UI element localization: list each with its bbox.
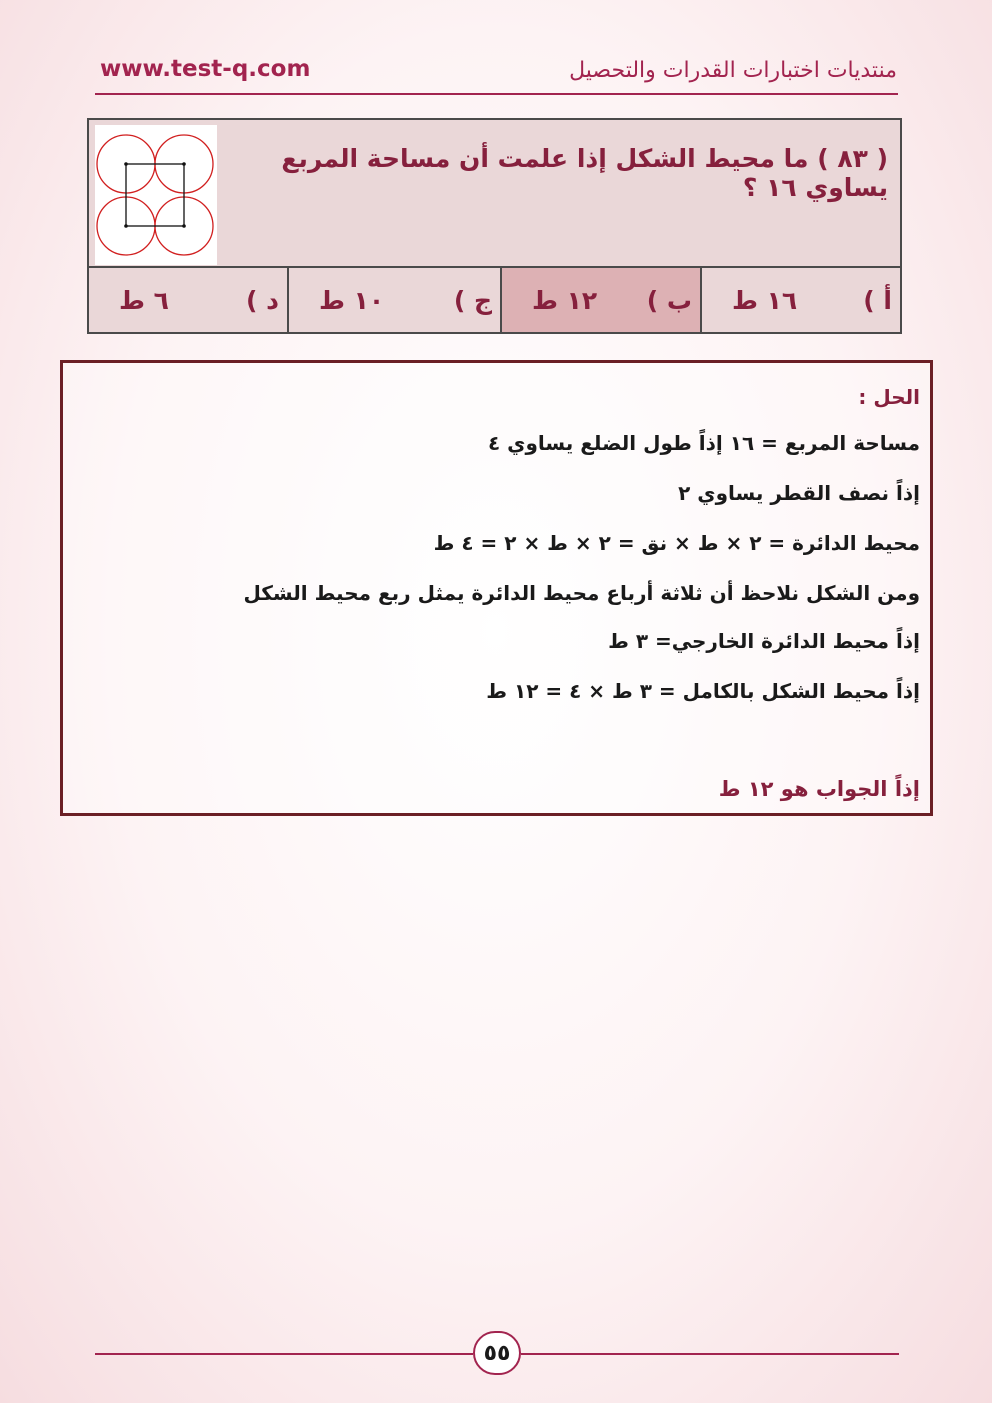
solution-line: إذاً نصف القطر يساوي ٢: [678, 481, 920, 505]
answer-options: [89, 268, 900, 332]
question-text: ( ٨٣ ) ما محيط الشكل إذا علمت أن مساحة المربع يساوي ١٦ ؟: [281, 144, 888, 202]
footer-divider-right: [521, 1353, 899, 1355]
option-b[interactable]: [500, 268, 700, 332]
solution-box: [60, 360, 933, 816]
footer-divider-left: [95, 1353, 473, 1355]
option-value: ١٢ ط: [532, 285, 598, 315]
question-table: [87, 118, 902, 334]
option-a[interactable]: [700, 268, 900, 332]
option-d[interactable]: [89, 268, 287, 332]
solution-line: ومن الشكل نلاحظ أن ثلاثة أرباع محيط الدائرة يمثل ربع محيط الشكل: [243, 581, 920, 605]
solution-heading: الحل :: [858, 385, 920, 409]
solution-line: إذاً محيط الشكل بالكامل = ٣ ط × ٤ = ١٢ ط: [486, 679, 920, 703]
solution-line: إذاً محيط الدائرة الخارجي= ٣ ط: [608, 629, 920, 653]
option-letter: ج ): [453, 285, 492, 315]
option-c[interactable]: [287, 268, 500, 332]
header-divider: [95, 93, 898, 95]
option-letter: أ ): [863, 285, 892, 315]
option-value: ١٦ ط: [732, 285, 798, 315]
question-figure: [95, 125, 217, 265]
circles-square-diagram: [95, 125, 217, 265]
option-letter: ب ): [646, 285, 692, 315]
question-row: [89, 120, 900, 268]
site-url: www.test-q.com: [100, 56, 311, 82]
option-value: ١٠ ط: [319, 285, 385, 315]
final-answer: إذاً الجواب هو ١٢ ط: [718, 777, 920, 801]
option-letter: د ): [246, 285, 279, 315]
solution-line: مساحة المربع = ١٦ إذاً طول الضلع يساوي ٤: [487, 431, 920, 455]
solution-line: محيط الدائرة = ٢ × ط × نق = ٢ × ط × ٢ = ٤ ط: [433, 531, 920, 555]
page-number: ٥٥: [473, 1331, 521, 1375]
option-value: ٦ ط: [119, 285, 169, 315]
forum-title: منتديات اختبارات القدرات والتحصيل: [569, 58, 897, 83]
